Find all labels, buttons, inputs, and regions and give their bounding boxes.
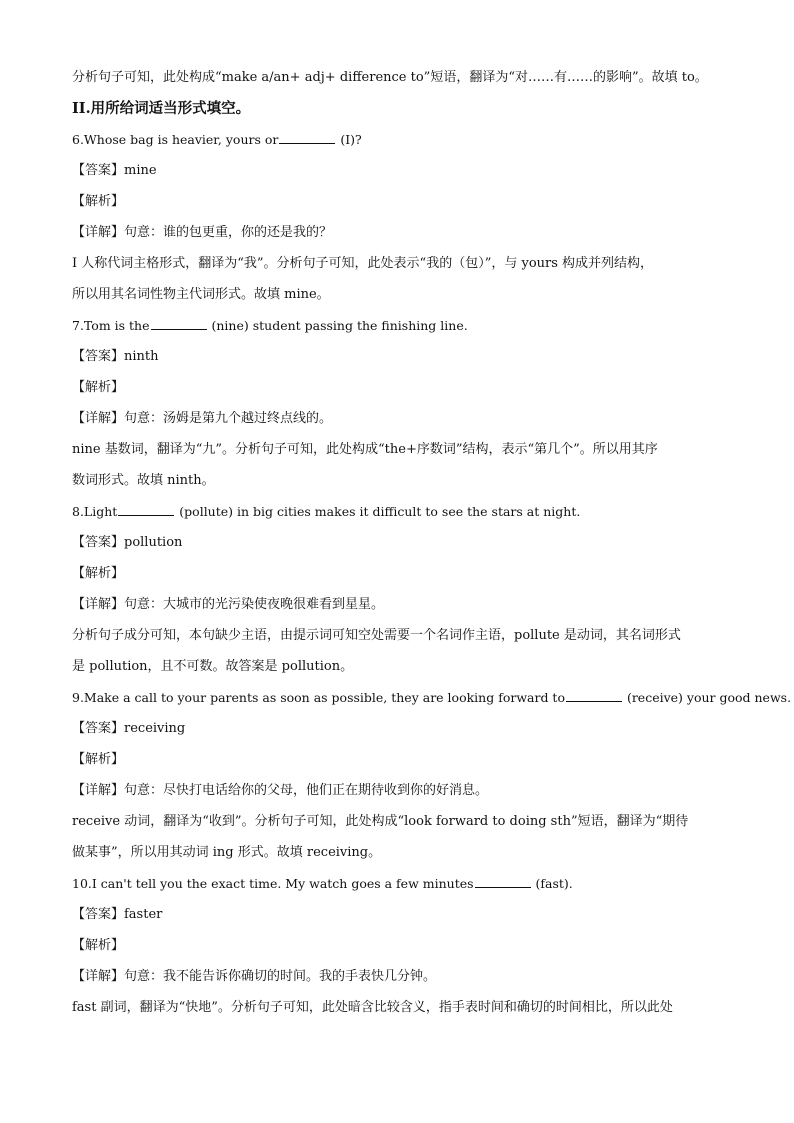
document-page — [72, 62, 792, 1023]
answer-line: 【答案】ninth — [72, 349, 159, 364]
question-7 — [72, 310, 726, 341]
question-10-hint: (fast). — [531, 876, 573, 891]
question-8 — [72, 496, 726, 527]
analysis-label: 【解析】 — [72, 752, 125, 767]
question-7-text: 7.Tom is the — [72, 318, 150, 333]
explanation-line: 分析句子可知，此处构成“make a/an+ adj+ difference to”短语，翻译为“对……有……的影响”。故填 to。 — [72, 70, 708, 85]
answer-blank — [151, 317, 207, 330]
detail-line: 【详解】句意：大城市的光污染使夜晚很难看到星星。 — [72, 597, 385, 612]
answer-blank — [118, 503, 174, 516]
analysis-label: 【解析】 — [72, 566, 125, 581]
answer-line: 【答案】mine — [72, 163, 157, 178]
explanation-line: fast 副词，翻译为“快地”。分析句子可知，此处暗含比较含义，指手表时间和确切的时间相比，所以此处 — [72, 1000, 673, 1015]
explanation-line: receive 动词，翻译为“收到”。分析句子可知，此处构成“look forward to doing sth”短语，翻译为“期待 — [72, 814, 689, 829]
detail-line: 【详解】句意：我不能告诉你确切的时间。我的手表快几分钟。 — [72, 969, 437, 984]
explanation-line: 做某事”，所以用其动词 ing 形式。故填 receiving。 — [72, 845, 382, 860]
question-10-text: 10.I can't tell you the exact time. My watch goes a few minutes — [72, 876, 474, 891]
analysis-label: 【解析】 — [72, 380, 125, 395]
question-9-hint: (receive) your good news. — [622, 690, 792, 705]
question-9-text: 9.Make a call to your parents as soon as possible, they are looking forward to — [72, 690, 565, 705]
section-title: II.用所给词适当形式填空。 — [72, 100, 251, 117]
detail-line: 【详解】句意：汤姆是第九个越过终点线的。 — [72, 411, 333, 426]
analysis-label: 【解析】 — [72, 938, 125, 953]
question-8-hint: (pollute) in big cities makes it difficult to see the stars at night. — [175, 504, 581, 519]
question-8-text: 8.Light — [72, 504, 118, 519]
question-6 — [72, 124, 726, 155]
answer-line: 【答案】receiving — [72, 721, 186, 736]
explanation-line: 分析句子成分可知，本句缺少主语，由提示词可知空处需要一个名词作主语，pollute 是动词，其名词形式 — [72, 628, 681, 643]
answer-line: 【答案】faster — [72, 907, 163, 922]
answer-blank — [279, 131, 335, 144]
explanation-line: 数词形式。故填 ninth。 — [72, 473, 215, 488]
explanation-line: nine 基数词，翻译为“九”。分析句子可知，此处构成“the+序数词”结构，表示“第几个”。所以用其序 — [72, 442, 658, 457]
question-6-text: 6.Whose bag is heavier, yours or — [72, 132, 279, 147]
detail-line: 【详解】句意：尽快打电话给你的父母，他们正在期待收到你的好消息。 — [72, 783, 489, 798]
answer-blank — [566, 689, 622, 702]
explanation-line: 是 pollution，且不可数。故答案是 pollution。 — [72, 659, 354, 674]
analysis-label: 【解析】 — [72, 194, 125, 209]
detail-line: 【详解】句意：谁的包更重，你的还是我的？ — [72, 225, 333, 240]
explanation-line: 所以用其名词性物主代词形式。故填 mine。 — [72, 287, 330, 302]
question-7-hint: (nine) student passing the finishing line. — [207, 318, 468, 333]
explanation-line: I 人称代词主格形式，翻译为“我”。分析句子可知，此处表示“我的（包）”，与 yours 构成并列结构， — [72, 256, 654, 271]
answer-line: 【答案】pollution — [72, 535, 183, 550]
question-6-hint: (I)? — [336, 132, 362, 147]
answer-blank — [475, 875, 531, 888]
question-9 — [72, 682, 792, 713]
question-10 — [72, 868, 726, 899]
